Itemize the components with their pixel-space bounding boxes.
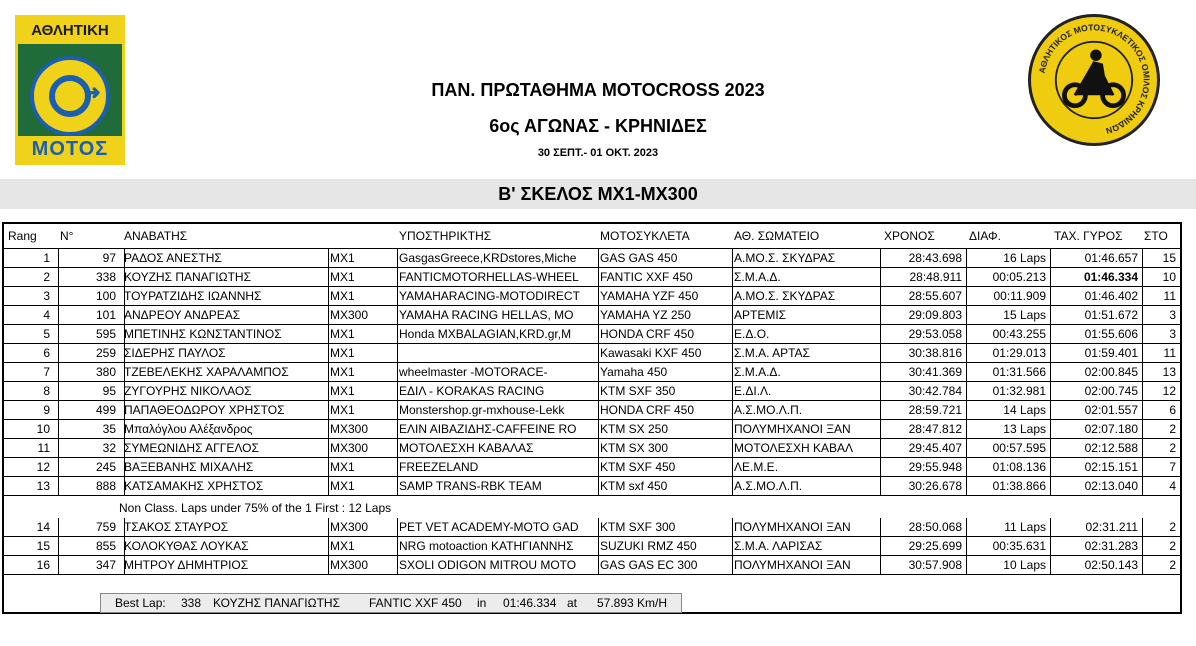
- best-lap-speed: 57.893 Km/H: [597, 596, 668, 610]
- cell-sponsor: FANTICMOTORHELLAS-WHEEL: [399, 270, 579, 284]
- best-lap-label: Best Lap:: [115, 596, 166, 610]
- table-row: [4, 477, 1180, 496]
- cell-best: 02:50.143: [1084, 558, 1138, 572]
- cell-bike: GAS GAS EC 300: [600, 558, 698, 572]
- cell-time: 30:42.784: [908, 384, 962, 398]
- cell-rang: 16: [36, 558, 50, 572]
- col-rider: ΑΝΑΒΑΤΗΣ: [124, 229, 188, 243]
- col-best-lap: ΤΑΧ. ΓΥΡΟΣ: [1054, 229, 1123, 243]
- cell-sponsor: ΜΟΤΟΛΕΣΧΗ ΚΑΒΑΛΑΣ: [399, 441, 534, 455]
- table-row: [4, 439, 1180, 458]
- cell-bike: Kawasaki KXF 450: [600, 346, 702, 360]
- cell-club: ΛΕ.Μ.Ε.: [734, 460, 779, 474]
- cell-rider: ΚΟΥΖΗΣ ΠΑΝΑΓΙΩΤΗΣ: [124, 270, 252, 284]
- cell-rang: 6: [43, 346, 50, 360]
- cell-class: MX1: [330, 479, 355, 493]
- logo-left-bottom-text: ΜΟΤΟΣ: [18, 136, 122, 162]
- col-rang: Rang: [8, 229, 37, 243]
- cell-club: ΜΟΤΟΛΕΣΧΗ ΚΑΒΑΛ: [734, 441, 854, 455]
- cell-rider: ΜΠΕΤΙΝΗΣ ΚΩΝΣΤΑΝΤΙΝΟΣ: [124, 327, 282, 341]
- cell-best: 01:55.606: [1084, 327, 1138, 341]
- cell-club: Α.ΜΟ.Σ. ΣΚΥΔΡΑΣ: [734, 289, 836, 303]
- cell-rider: ΚΟΛΟΚΥΘΑΣ ΛΟΥΚΑΣ: [124, 539, 249, 553]
- cell-bike: HONDA CRF 450: [600, 327, 695, 341]
- recycle-arrow-icon: ➜: [30, 56, 110, 136]
- cell-diff: 01:31.566: [992, 365, 1046, 379]
- cell-club: Α.ΜΟ.Σ. ΣΚΥΔΡΑΣ: [734, 251, 836, 265]
- cell-rider: ΒΑΞΕΒΑΝΗΣ ΜΙΧΑΛΗΣ: [124, 460, 254, 474]
- cell-sto: 3: [1169, 308, 1176, 322]
- col-sponsor: ΥΠΟΣΤΗΡΙΚΤΗΣ: [399, 229, 492, 243]
- cell-bike: KTM SXF 300: [600, 520, 676, 534]
- cell-bike: Yamaha 450: [600, 365, 668, 379]
- cell-club: Ε.ΔΙ.Λ.: [734, 384, 772, 398]
- cell-sto: 15: [1162, 251, 1176, 265]
- cell-club: ΑΡΤΕΜΙΣ: [734, 308, 787, 322]
- cell-sto: 13: [1162, 365, 1176, 379]
- cell-club: Σ.Μ.Α. ΛΑΡΙΣΑΣ: [734, 539, 823, 553]
- cell-diff: 00:05.213: [992, 270, 1046, 284]
- cell-sponsor: SAMP TRANS-RBK TEAM: [399, 479, 542, 493]
- cell-class: MX1: [330, 403, 355, 417]
- cell-best: 02:31.283: [1084, 539, 1138, 553]
- cell-best: 02:15.151: [1084, 460, 1138, 474]
- best-lap-number: 338: [181, 596, 202, 610]
- cell-time: 28:43.698: [908, 251, 962, 265]
- cell-no: 32: [102, 441, 116, 455]
- table-row: [4, 518, 1180, 537]
- cell-rang: 4: [43, 308, 50, 322]
- cell-rider: ΤΣΑΚΟΣ ΣΤΑΥΡΟΣ: [124, 520, 229, 534]
- cell-sponsor: wheelmaster -MOTORACE-: [399, 365, 548, 379]
- cell-rider: ΣΥΜΕΩΝΙΔΗΣ ΑΓΓΕΛΟΣ: [124, 441, 259, 455]
- table-row: [4, 401, 1180, 420]
- cell-sto: 2: [1169, 441, 1176, 455]
- cell-sto: 2: [1169, 539, 1176, 553]
- championship-title: ΠΑΝ. ΠΡΩΤΑΘΗΜΑ MOTOCROSS 2023: [431, 80, 765, 100]
- cell-rider: ΠΑΠΑΘΕΟΔΩΡΟΥ ΧΡΗΣΤΟΣ: [124, 403, 285, 417]
- cell-bike: GAS GAS 450: [600, 251, 678, 265]
- logo-right-ring-text: ΑΘΛΗΤΙΚΟΣ ΜΟΤΟΣΥΚΛΕΤΙΚΟΣ ΟΜΙΛΟΣ ΚΡΗΝΙΔΩΝ: [1036, 22, 1152, 137]
- cell-sponsor: ΕΔΙΛ - KORAKAS RACING: [399, 384, 545, 398]
- cell-best: 02:00.745: [1084, 384, 1138, 398]
- cell-no: 95: [102, 384, 116, 398]
- cell-diff: 01:32.981: [992, 384, 1046, 398]
- cell-sto: 4: [1169, 479, 1176, 493]
- cell-club: Ε.Δ.Ο.: [734, 327, 770, 341]
- col-number: N°: [60, 229, 74, 243]
- cell-no: 595: [95, 327, 116, 341]
- table-row: [4, 344, 1180, 363]
- cell-rider: Μπαλόγλου Αλέξανδρος: [124, 422, 253, 436]
- cell-no: 888: [95, 479, 116, 493]
- cell-class: MX1: [330, 460, 355, 474]
- table-row: [4, 382, 1180, 401]
- cell-class: MX1: [330, 346, 355, 360]
- cell-diff: 15 Laps: [1003, 308, 1046, 322]
- cell-best: 01:46.334: [1083, 270, 1138, 284]
- cell-rider: ΣΙΔΕΡΗΣ ΠΑΥΛΟΣ: [124, 346, 226, 360]
- cell-club: Α.Σ.ΜΟ.Λ.Π.: [734, 479, 803, 493]
- cell-sponsor: ΕΛΙΝ ΑΙΒΑΖΙΔΗΣ-CAFFEINE RO: [399, 422, 577, 436]
- cell-best: 01:59.401: [1084, 346, 1138, 360]
- results-table: [2, 222, 1182, 614]
- cell-rang: 13: [36, 479, 50, 493]
- cell-sto: 12: [1162, 384, 1176, 398]
- cell-diff: 00:57.595: [992, 441, 1046, 455]
- cell-rang: 14: [36, 520, 50, 534]
- cell-bike: KTM SX 250: [600, 422, 669, 436]
- cell-rang: 9: [43, 403, 50, 417]
- cell-bike: YAMAHA YZF 450: [600, 289, 699, 303]
- cell-no: 245: [95, 460, 116, 474]
- best-lap-footer: [100, 593, 682, 613]
- cell-diff: 01:08.136: [992, 460, 1046, 474]
- cell-rider: ΤΟΥΡΑΤΖΙΔΗΣ ΙΩΑΝΝΗΣ: [124, 289, 262, 303]
- cell-no: 855: [95, 539, 116, 553]
- table-row: [4, 363, 1180, 382]
- cell-time: 30:57.908: [908, 558, 962, 572]
- table-header: [4, 224, 1180, 249]
- cell-rang: 11: [37, 441, 50, 455]
- cell-diff: 13 Laps: [1003, 422, 1046, 436]
- cell-bike: KTM SXF 450: [600, 460, 676, 474]
- cell-class: MX1: [330, 539, 355, 553]
- cell-no: 759: [95, 520, 116, 534]
- cell-class: MX300: [330, 558, 369, 572]
- cell-class: MX300: [330, 520, 369, 534]
- cell-sponsor: PET VET ACADEMY-MOTO GAD: [399, 520, 579, 534]
- nonclass-note: [4, 499, 1180, 517]
- cell-club: ΠΟΛΥΜΗΧΑΝΟΙ ΞΑΝ: [734, 520, 851, 534]
- cell-sponsor: YAMAHARACING-MOTODIRECT: [399, 289, 580, 303]
- cell-no: 101: [95, 308, 116, 322]
- cell-class: MX300: [330, 422, 369, 436]
- cell-sponsor: Monstershop.gr-mxhouse-Lekk: [399, 403, 565, 417]
- cell-rider: ΖΥΓΟΥΡΗΣ ΝΙΚΟΛΑΟΣ: [124, 384, 252, 398]
- cell-no: 35: [102, 422, 116, 436]
- cell-time: 29:55.948: [908, 460, 962, 474]
- cell-diff: 14 Laps: [1003, 403, 1046, 417]
- cell-club: Α.Σ.ΜΟ.Λ.Π.: [734, 403, 803, 417]
- cell-diff: 00:43.255: [992, 327, 1046, 341]
- cell-class: MX1: [330, 327, 355, 341]
- cell-rider: ΚΑΤΣΑΜΑΚΗΣ ΧΡΗΣΤΟΣ: [124, 479, 264, 493]
- cell-no: 499: [95, 403, 116, 417]
- cell-rider: ΜΗΤΡΟΥ ΔΗΜΗΤΡΙΟΣ: [124, 558, 249, 572]
- cell-sto: 11: [1163, 346, 1176, 360]
- cell-rang: 5: [43, 327, 50, 341]
- table-row: [4, 287, 1180, 306]
- cell-club: Σ.Μ.Α.Δ.: [734, 270, 781, 284]
- cell-sto: 2: [1169, 520, 1176, 534]
- table-row: [4, 306, 1180, 325]
- cell-no: 338: [95, 270, 116, 284]
- cell-bike: YAMAHA YZ 250: [600, 308, 691, 322]
- cell-best: 02:13.040: [1084, 479, 1138, 493]
- cell-best: 01:46.657: [1084, 251, 1138, 265]
- cell-sponsor: YAMAHA RACING HELLAS, MO: [399, 308, 574, 322]
- event-title: 6ος ΑΓΩΝΑΣ - ΚΡΗΝΙΔΕΣ: [489, 116, 707, 136]
- cell-rang: 3: [43, 289, 50, 303]
- cell-club: Σ.Μ.Α. ΑΡΤΑΣ: [734, 346, 810, 360]
- cell-rider: ΑΝΔΡΕΟΥ ΑΝΔΡΕΑΣ: [124, 308, 241, 322]
- cell-diff: 00:35.631: [992, 539, 1046, 553]
- best-lap-time: 01:46.334: [503, 596, 557, 610]
- cell-bike: FANTIC XXF 450: [600, 270, 693, 284]
- cell-rider: ΤΖΕΒΕΛΕΚΗΣ ΧΑΡΑΛΑΜΠΟΣ: [124, 365, 289, 379]
- race-section-title: Β' ΣΚΕΛΟΣ MX1-MX300: [0, 179, 1196, 209]
- cell-diff: 11 Laps: [1004, 520, 1046, 534]
- cell-sto: 2: [1169, 558, 1176, 572]
- cell-diff: 00:11.909: [993, 289, 1046, 303]
- logo-left-top-text: ΑΘΛΗΤΙΚΗ: [18, 18, 122, 44]
- best-lap-in: in: [477, 596, 487, 610]
- table-row: [4, 556, 1180, 575]
- cell-sponsor: FREEZELAND: [399, 460, 479, 474]
- cell-best: 01:46.402: [1084, 289, 1138, 303]
- cell-class: MX300: [330, 441, 369, 455]
- cell-best: 01:51.672: [1084, 308, 1138, 322]
- cell-sponsor: SXOLI ODIGON MITROU MOTO: [399, 558, 577, 572]
- cell-no: 100: [95, 289, 116, 303]
- event-dates: 30 ΣΕΠΤ.- 01 ΟΚΤ. 2023: [537, 147, 659, 159]
- cell-time: 28:55.607: [908, 289, 962, 303]
- cell-time: 29:45.407: [908, 441, 962, 455]
- col-diff: ΔΙΑΦ.: [969, 229, 1001, 243]
- col-bike: ΜΟΤΟΣΥΚΛΕΤΑ: [600, 229, 690, 243]
- table-row: [4, 537, 1180, 556]
- best-lap-bike: FANTIC XXF 450: [369, 596, 462, 610]
- cell-rider: ΡΑΔΟΣ ΑΝΕΣΤΗΣ: [124, 251, 222, 265]
- cell-diff: 01:29.013: [992, 346, 1046, 360]
- cell-class: MX1: [330, 289, 355, 303]
- cell-diff: 10 Laps: [1003, 558, 1046, 572]
- cell-rang: 8: [43, 384, 50, 398]
- cell-time: 30:26.678: [908, 479, 962, 493]
- table-row: [4, 249, 1180, 268]
- cell-best: 02:31.211: [1085, 520, 1138, 534]
- cell-time: 28:59.721: [908, 403, 962, 417]
- cell-time: 30:41.369: [908, 365, 962, 379]
- cell-class: MX1: [330, 251, 355, 265]
- table-row: [4, 325, 1180, 344]
- table-row: [4, 458, 1180, 477]
- cell-rang: 7: [43, 365, 50, 379]
- cell-rang: 2: [43, 270, 50, 284]
- cell-best: 02:12.588: [1084, 441, 1138, 455]
- best-lap-rider: ΚΟΥΖΗΣ ΠΑΝΑΓΙΩΤΗΣ: [213, 596, 341, 610]
- best-lap-at: at: [567, 596, 578, 610]
- nonclass-note-text: Non Class. Laps under 75% of the 1 First : 12 Laps: [119, 501, 392, 515]
- cell-time: 28:48.911: [909, 270, 962, 284]
- cell-bike: KTM sxf 450: [600, 479, 668, 493]
- cell-best: 02:00.845: [1084, 365, 1138, 379]
- cell-sto: 2: [1169, 422, 1176, 436]
- cell-bike: SUZUKI RMZ 450: [600, 539, 697, 553]
- cell-rang: 15: [36, 539, 50, 553]
- cell-no: 259: [95, 346, 116, 360]
- table-row: [4, 268, 1180, 287]
- cell-no: 347: [95, 558, 116, 572]
- cell-class: MX1: [330, 384, 355, 398]
- cell-bike: HONDA CRF 450: [600, 403, 695, 417]
- cell-sponsor: Honda MXBALAGIAN,KRD.gr,M: [399, 327, 572, 341]
- cell-rang: 12: [36, 460, 50, 474]
- cell-sto: 10: [1162, 270, 1176, 284]
- cell-club: ΠΟΛΥΜΗΧΑΝΟΙ ΞΑΝ: [734, 422, 851, 436]
- cell-sto: 11: [1163, 289, 1176, 303]
- cell-time: 29:09.803: [908, 308, 962, 322]
- col-sto: ΣΤΟ: [1144, 229, 1168, 243]
- cell-club: ΠΟΛΥΜΗΧΑΝΟΙ ΞΑΝ: [734, 558, 851, 572]
- cell-diff: 01:38.866: [992, 479, 1046, 493]
- cell-sponsor: NRG motoaction ΚΑΤΗΓΙΑΝΝΗΣ: [399, 539, 574, 553]
- cell-rang: 10: [36, 422, 50, 436]
- cell-time: 28:50.068: [908, 520, 962, 534]
- cell-rang: 1: [43, 251, 50, 265]
- cell-sponsor: GasgasGreece,KRDstores,Miche: [399, 251, 577, 265]
- cell-class: MX300: [330, 308, 369, 322]
- cell-sto: 6: [1169, 403, 1176, 417]
- cell-no: 380: [95, 365, 116, 379]
- cell-sto: 3: [1169, 327, 1176, 341]
- cell-class: MX1: [330, 270, 355, 284]
- cell-club: Σ.Μ.Α.Δ.: [734, 365, 781, 379]
- cell-sto: 7: [1169, 460, 1176, 474]
- table-row: [4, 420, 1180, 439]
- cell-bike: KTM SXF 350: [600, 384, 676, 398]
- cell-best: 02:07.180: [1084, 422, 1138, 436]
- cell-class: MX1: [330, 365, 355, 379]
- cell-time: 28:47.812: [908, 422, 962, 436]
- cell-time: 29:25.699: [908, 539, 962, 553]
- col-club: ΑΘ. ΣΩΜΑΤΕΙΟ: [734, 229, 820, 243]
- cell-no: 97: [102, 251, 116, 265]
- cell-best: 02:01.557: [1084, 403, 1138, 417]
- cell-time: 29:53.058: [908, 327, 962, 341]
- col-time: ΧΡΟΝΟΣ: [884, 229, 935, 243]
- cell-time: 30:38.816: [908, 346, 962, 360]
- cell-bike: KTM SX 300: [600, 441, 669, 455]
- cell-diff: 16 Laps: [1003, 251, 1046, 265]
